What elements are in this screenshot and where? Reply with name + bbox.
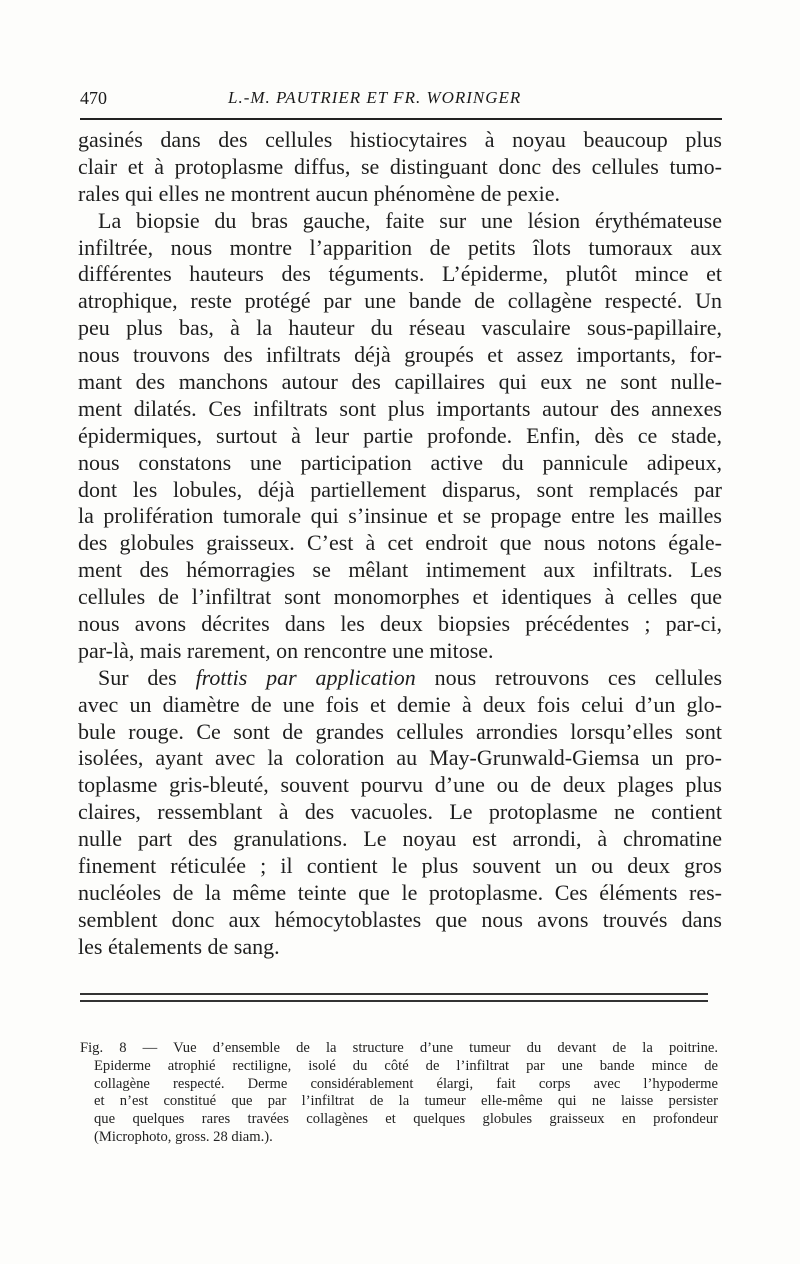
- text-line: gasinés dans des cellules histiocytaires à noyau beaucoup plus: [78, 127, 722, 152]
- text-line: nous trouvons des infiltrats déjà groupés et assez importants, for-: [78, 342, 722, 368]
- figure-caption: [80, 1040, 718, 1147]
- page-number: 470: [80, 88, 107, 108]
- caption-line: que quelques rares travées collagènes et quelques globules graisseux en profondeur: [94, 1111, 718, 1128]
- text-line: avec un diamètre de une fois et demie à deux fois celui d’un glo-: [78, 691, 722, 717]
- caption-line: et n’est constitué que par l’infiltrat de la tumeur elle-même qui ne laisse persister: [94, 1093, 718, 1110]
- text-line: ment dilatés. Ces infiltrats sont plus importants autour des annexes: [78, 395, 722, 421]
- text-line: finement réticulée ; il contient le plus souvent un ou deux gros: [78, 853, 722, 879]
- text-segment: nous retrouvons ces cellules: [415, 664, 723, 690]
- text-line: claires, ressemblant à des vacuoles. Le protoplasme ne contient: [78, 799, 722, 825]
- text-line: clair et à protoplasme diffus, se distinguant donc des cellules tumo-: [78, 153, 722, 179]
- text-line: des globules graisseux. C’est à cet endroit que nous notons égale-: [78, 530, 722, 556]
- text-line: dont les lobules, déjà partiellement disparus, sont remplacés par: [78, 476, 722, 502]
- page-header: [80, 88, 724, 112]
- text-line: nous avons décrites dans les deux biopsies précédentes ; par-ci,: [78, 611, 722, 637]
- text-line: bule rouge. Ce sont de grandes cellules arrondies lorsqu’elles sont: [78, 718, 722, 744]
- figure-divider-rule: [80, 993, 708, 1002]
- text-line: cellules de l’infiltrat sont monomorphes et identiques à celles que: [78, 584, 722, 610]
- italic-term: frottis par application: [195, 664, 416, 690]
- body-text: [78, 127, 722, 961]
- text-line: épidermiques, surtout à leur partie profonde. Enfin, dès ce stade,: [78, 422, 722, 448]
- text-line: toplasme gris-bleuté, souvent pourvu d’une ou de deux plages plus: [78, 772, 722, 798]
- text-line: nous constatons une participation active du pannicule adipeux,: [78, 449, 722, 475]
- caption-line: collagène respecté. Derme considérablement élargi, fait corps avec l’hypoderme: [94, 1075, 718, 1092]
- text-line: ment des hémorragies se mêlant intimement aux infiltrats. Les: [78, 557, 722, 583]
- caption-line: Fig. 8 — Vue d’ensemble de la structure d’une tumeur du devant de la poitrine.: [80, 1040, 718, 1056]
- caption-line: (Microphoto, gross. 28 diam.).: [94, 1128, 273, 1145]
- text-line: mant des manchons autour des capillaires qui eux ne sont nulle-: [78, 369, 722, 395]
- running-head: L.-M. PAUTRIER ET FR. WORINGER: [228, 88, 522, 107]
- text-line: nulle part des granulations. Le noyau est arrondi, à chromatine: [78, 826, 722, 852]
- text-line: peu plus bas, à la hauteur du réseau vasculaire sous-papillaire,: [78, 315, 722, 341]
- text-line: semblent donc aux hémocytoblastes que nous avons trouvés dans: [78, 906, 722, 932]
- text-line: différentes hauteurs des téguments. L’épiderme, plutôt mince et: [78, 261, 722, 287]
- text-line: atrophique, reste protégé par une bande de collagène respecté. Un: [78, 288, 722, 314]
- text-line: les étalements de sang.: [78, 933, 280, 959]
- text-line: La biopsie du bras gauche, faite sur une lésion érythémateuse: [98, 207, 722, 233]
- text-line-with-italic: [78, 665, 722, 692]
- header-rule: [80, 118, 722, 120]
- text-line: isolées, ayant avec la coloration au May-Grunwald-Giemsa un pro-: [78, 745, 722, 771]
- text-line: la prolifération tumorale qui s’insinue et se propage entre les mailles: [78, 503, 722, 529]
- text-line: par-là, mais rarement, on rencontre une mitose.: [78, 637, 494, 663]
- text-line: infiltrée, nous montre l’apparition de petits îlots tumoraux aux: [78, 234, 722, 260]
- text-segment: Sur des: [98, 664, 196, 690]
- text-line: nucléoles de la même teinte que le protoplasme. Ces éléments res-: [78, 879, 722, 905]
- text-line: rales qui elles ne montrent aucun phénomène de pexie.: [78, 180, 560, 206]
- caption-line: Epiderme atrophié rectiligne, isolé du côté de l’infiltrat par une bande mince de: [94, 1057, 718, 1074]
